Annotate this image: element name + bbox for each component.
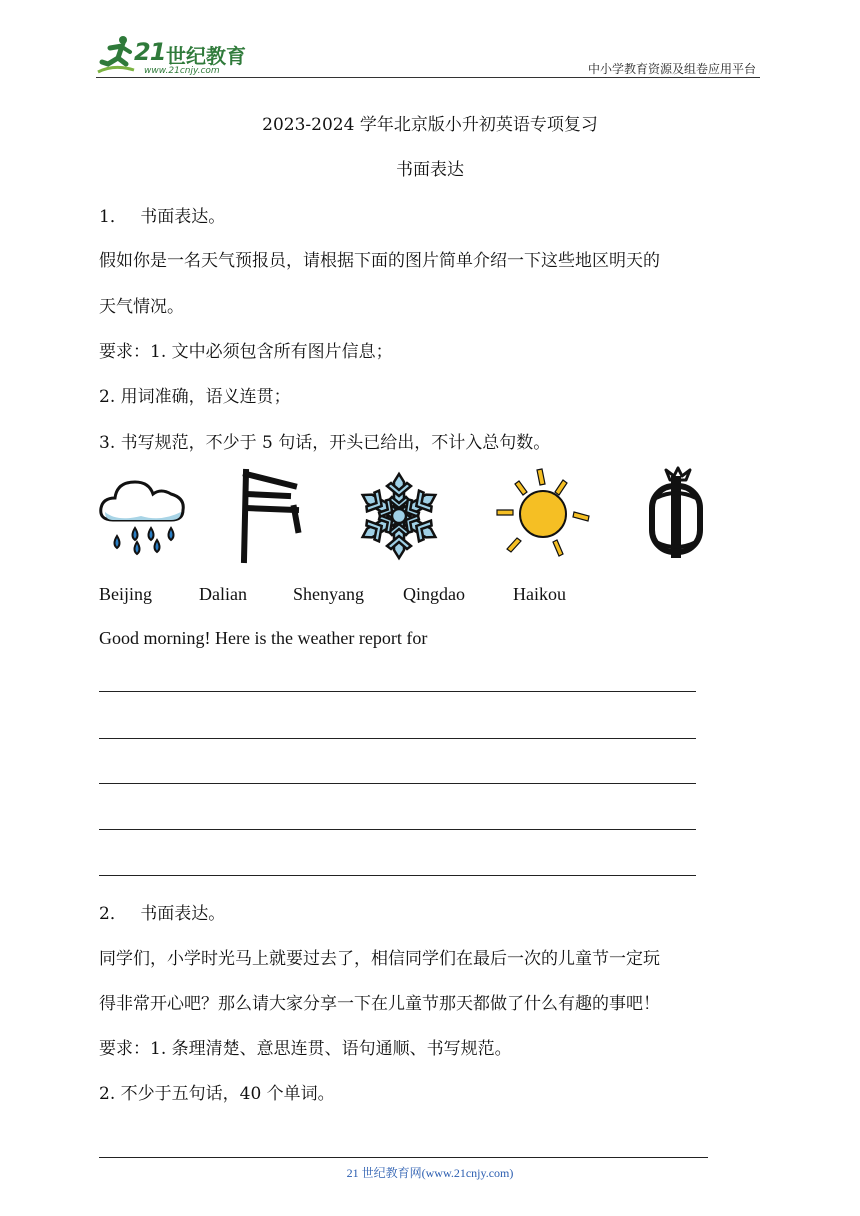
answer-line[interactable]	[99, 875, 696, 876]
answer-line[interactable]	[99, 691, 696, 692]
logo-url: www.21cnjy.com	[144, 66, 220, 76]
q1-requirement-1: 要求：1. 文中必须包含所有图片信息；	[99, 342, 393, 362]
q2-requirement-1: 要求：1. 条理清楚、意思连贯、语句通顺、书写规范。	[99, 1039, 512, 1059]
q2-prompt-line1: 同学们，小学时光马上就要过去了，相信同学们在最后一次的儿童节一定玩	[99, 949, 660, 969]
footer-link[interactable]: 21 世纪教育网(www.21cnjy.com)	[346, 1166, 514, 1180]
windy-icon	[236, 468, 302, 564]
footer-divider	[99, 1157, 708, 1158]
sun-icon	[493, 466, 593, 562]
q1-starter-sentence: Good morning! Here is the weather report for	[99, 628, 428, 648]
q2-heading: 书面表达。	[140, 904, 226, 924]
snowflake-icon	[357, 470, 441, 562]
city-shenyang: Shenyang	[293, 584, 364, 604]
q2-heading-row	[99, 899, 225, 924]
page-header	[96, 30, 760, 78]
q2-prompt-line2: 得非常开心吧？那么请大家分享一下在儿童节那天都做了什么有趣的事吧！	[99, 994, 660, 1014]
city-qingdao: Qingdao	[403, 584, 465, 604]
q1-requirement-2: 2. 用词准确，语义连贯；	[99, 387, 291, 407]
platform-name: 中小学教育资源及组卷应用平台	[587, 62, 756, 76]
q1-requirement-3: 3. 书写规范，不少于 5 句话，开头已给出，不计入总句数。	[99, 433, 551, 453]
city-beijing: Beijing	[99, 584, 152, 604]
city-dalian: Dalian	[199, 584, 247, 604]
q2-number: 2．	[99, 904, 127, 924]
logo-number: 21	[134, 38, 166, 66]
q1-heading-row	[99, 202, 225, 227]
answer-line[interactable]	[99, 783, 696, 784]
q1-prompt-line1: 假如你是一名天气预报员，请根据下面的图片简单介绍一下这些地区明天的	[99, 251, 660, 271]
q2-requirement-2: 2. 不少于五句话，40 个单词。	[99, 1084, 335, 1104]
answer-line[interactable]	[99, 829, 696, 830]
q1-prompt-line2: 天气情况。	[99, 297, 184, 317]
document-title: 2023-2024 学年北京版小升初英语专项复习	[262, 115, 598, 135]
city-haikou: Haikou	[513, 584, 566, 604]
document-subtitle: 书面表达	[396, 160, 464, 180]
logo-text: 世纪教育	[166, 44, 246, 68]
rain-cloud-icon	[97, 470, 189, 562]
q1-number: 1．	[99, 207, 127, 227]
q1-heading: 书面表达。	[140, 207, 226, 227]
header-divider	[96, 77, 760, 78]
site-logo[interactable]	[96, 34, 266, 78]
hot-thermometer-icon	[644, 466, 708, 562]
answer-line[interactable]	[99, 738, 696, 739]
runner-logo-icon	[96, 34, 136, 76]
